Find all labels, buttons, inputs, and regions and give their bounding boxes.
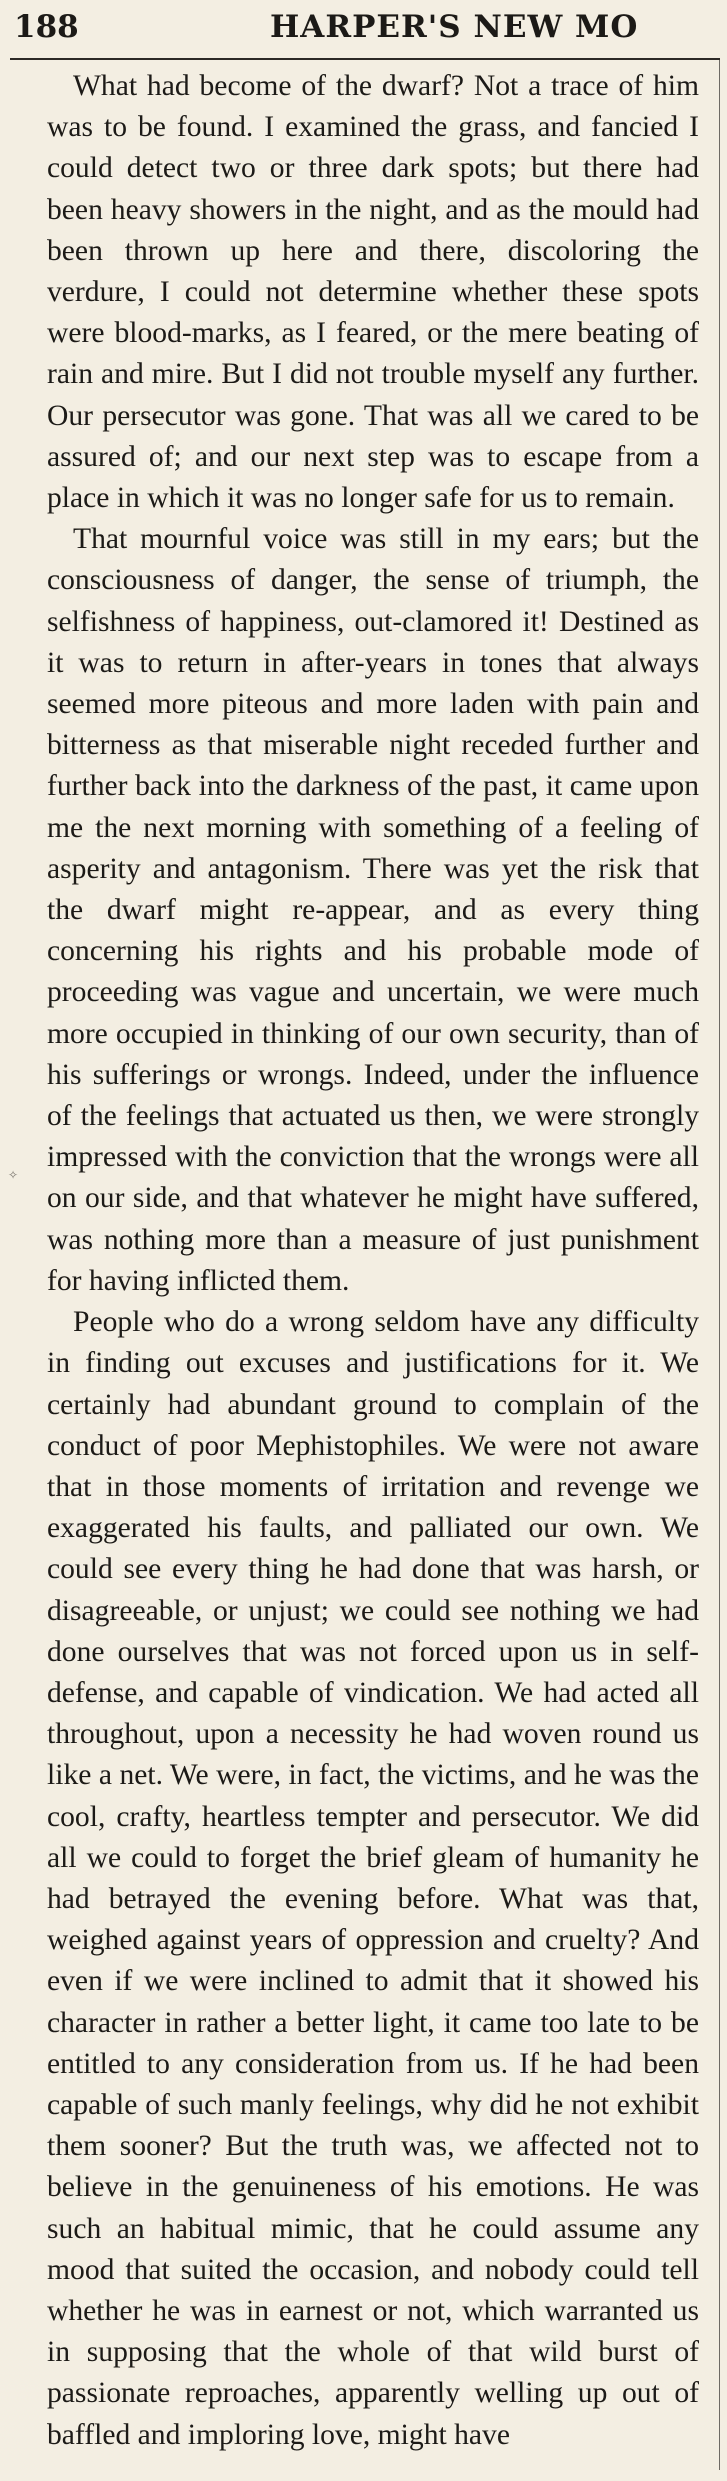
- page-number: 188: [14, 9, 79, 45]
- column-rule: [719, 60, 720, 2470]
- running-head: HARPER'S NEW MO: [270, 9, 639, 45]
- paragraph-2: That mournful voice was still in my ears; but the consciousness of danger, the sense of triumph, the selfishness of happiness, out-clamored it! Destined as it was to return in after-years in tones that always seemed more piteous and more laden with pain and bitterness as that miserable night receded further and further back into the darkness of the past, it came upon me the next morning with something of a feeling of asperity and antagonism. There was yet the risk that the dwarf might re-appear, and as every thing concerning his rights and his probable mode of proceeding was vague and uncertain, we were much more occupied in thinking of our own security, than of his sufferings or wrongs. Indeed, under the influence of the feelings that actuated us then, we were strongly impressed with the conviction that the wrongs were all on our side, and that whatever he might have suffered, was nothing more than a measure of just punishment for having inflicted them.: [47, 523, 699, 1297]
- header-rule: [10, 58, 720, 60]
- text-column: [47, 66, 699, 2456]
- paragraph-1: What had become of the dwarf? Not a trace of him was to be found. I examined the grass, and fancied I could detect two or three dark spots; but there had been heavy showers in the night, and as the mould had been thrown up here and there, discoloring the verdure, I could not determine whether these spots were blood-marks, as I feared, or the mere beating of rain and mire. But I did not trouble myself any further. Our persecutor was gone. That was all we cared to be assured of; and our next step was to escape from a place in which it was no longer safe for us to remain.: [47, 70, 699, 515]
- page-header: [0, 0, 727, 60]
- paragraph-3: People who do a wrong seldom have any difficulty in finding out excuses and justifications for it. We certainly had abundant ground to complain of the conduct of poor Mephistophiles. We were not aware that in those moments of irritation and revenge we exaggerated his faults, and palliated our own. We could see every thing he had done that was harsh, or disagreeable, or unjust; we could see nothing we had done ourselves that was not forced upon us in self-defense, and capable of vindication. We had acted all throughout, upon a necessity he had woven round us like a net. We were, in fact, the victims, and he was the cool, crafty, heartless tempter and persecutor. We did all we could to forget the brief gleam of humanity he had betrayed the evening before. What was that, weighed against years of oppression and cruelty? And even if we were inclined to admit that it showed his character in rather a better light, it came too late to be entitled to any consideration from us. If he had been capable of such manly feelings, why did he not exhibit them sooner? But the truth was, we affected not to believe in the genuineness of his emotions. He was such an habitual mimic, that he could assume any mood that suited the occasion, and nobody could tell whether he was in earnest or not, which warranted us in supposing that the whole of that wild burst of passionate reproaches, apparently welling up out of baffled and imploring love, might have: [47, 1306, 699, 2451]
- margin-mark-icon: ✧: [8, 1168, 19, 1182]
